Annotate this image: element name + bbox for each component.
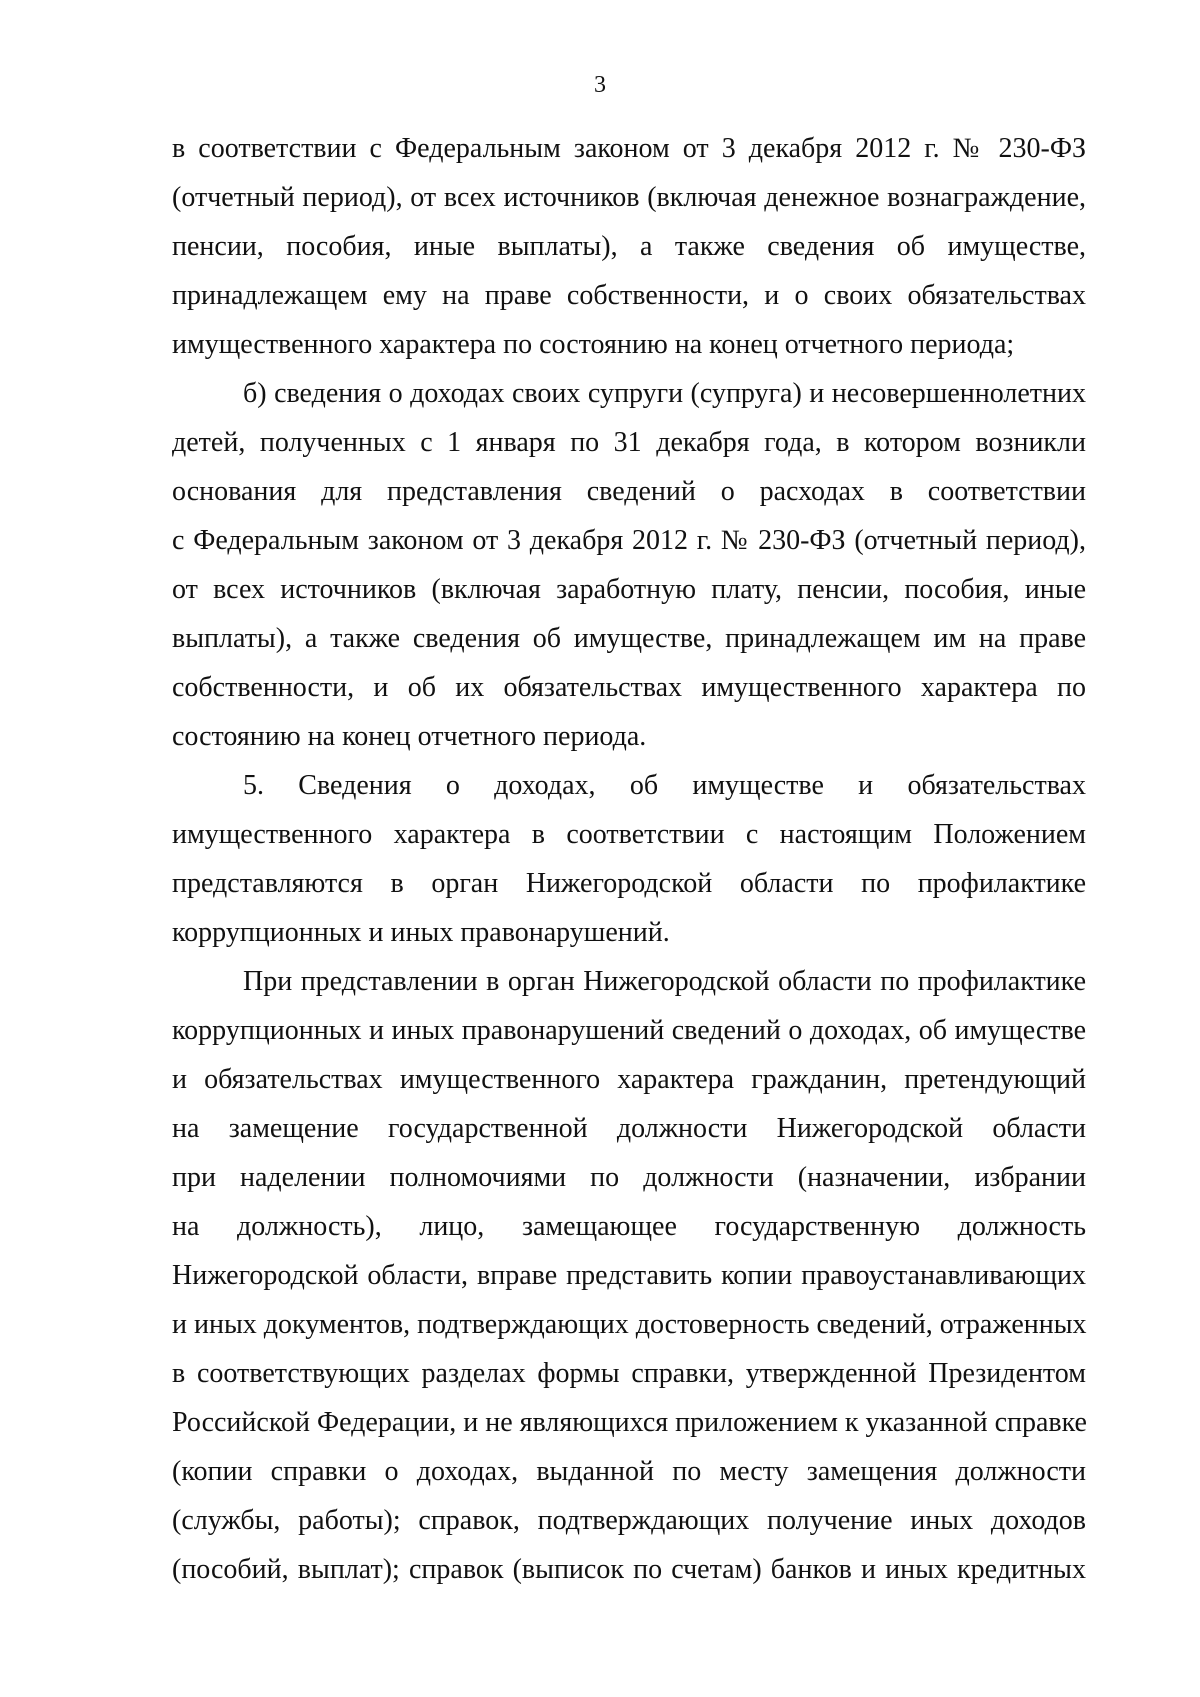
text-line: на замещение государственной должности Нижегородской области (172, 1113, 1086, 1144)
text-line: основания для представления сведений о расходах в соответствии (172, 476, 1086, 507)
text-line: выплаты), а также сведения об имуществе, принадлежащем им на праве (172, 623, 1086, 654)
text-line: на должность), лицо, замещающее государственную должность (172, 1211, 1086, 1242)
text-line: (пособий, выплат); справок (выписок по счетам) банков и иных кредитных (172, 1554, 1086, 1585)
text-line: собственности, и об их обязательствах имущественного характера по (172, 672, 1086, 703)
text-line: принадлежащем ему на праве собственности, и о своих обязательствах (172, 280, 1086, 311)
text-line: 5. Сведения о доходах, об имуществе и обязательствах (243, 770, 1086, 801)
text-line: детей, полученных с 1 января по 31 декабря года, в котором возникли (172, 427, 1086, 458)
text-line: (службы, работы); справок, подтверждающих получение иных доходов (172, 1505, 1086, 1536)
text-line: (копии справки о доходах, выданной по месту замещения должности (172, 1456, 1086, 1487)
text-line: и обязательствах имущественного характера гражданин, претендующий (172, 1064, 1086, 1095)
text-line: (отчетный период), от всех источников (включая денежное вознаграждение, (172, 182, 1086, 213)
text-line: в соответствующих разделах формы справки, утвержденной Президентом (172, 1358, 1086, 1389)
text-line: Нижегородской области, вправе представить копии правоустанавливающих (172, 1260, 1086, 1291)
text-line: коррупционных и иных правонарушений сведений о доходах, об имуществе (172, 1015, 1086, 1046)
document-body (172, 124, 1086, 1594)
text-line: пенсии, пособия, иные выплаты), а также сведения об имуществе, (172, 231, 1086, 262)
text-line: от всех источников (включая заработную плату, пенсии, пособия, иные (172, 574, 1086, 605)
text-line: представляются в орган Нижегородской области по профилактике (172, 868, 1086, 899)
text-line: и иных документов, подтверждающих достоверность сведений, отраженных (172, 1309, 1087, 1340)
text-line: в соответствии с Федеральным законом от 3 декабря 2012 г. № 230-ФЗ (172, 133, 1086, 164)
text-line: при наделении полномочиями по должности (назначении, избрании (172, 1162, 1086, 1193)
text-line: При представлении в орган Нижегородской области по профилактике (243, 966, 1086, 997)
text-line: коррупционных и иных правонарушений. (172, 917, 670, 948)
text-line: Российской Федерации, и не являющихся приложением к указанной справке (172, 1407, 1087, 1438)
text-line: имущественного характера по состоянию на конец отчетного периода; (172, 329, 1015, 360)
page-number: 3 (594, 72, 606, 98)
text-line: с Федеральным законом от 3 декабря 2012 г. № 230-ФЗ (отчетный период), (172, 525, 1086, 556)
text-line: имущественного характера в соответствии с настоящим Положением (172, 819, 1086, 850)
text-line: состоянию на конец отчетного периода. (172, 721, 647, 752)
text-line: б) сведения о доходах своих супруги (супруга) и несовершеннолетних (243, 378, 1086, 409)
